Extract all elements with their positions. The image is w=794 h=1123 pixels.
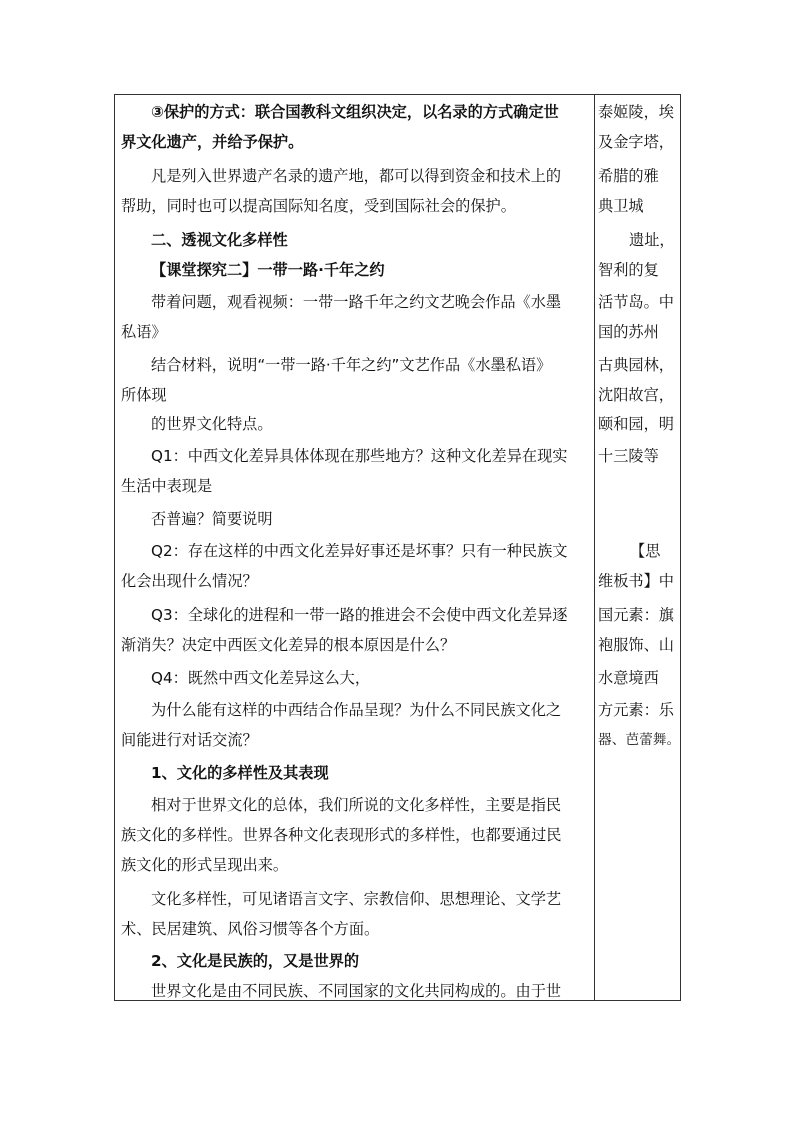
side-note-line: 遗址， (629, 231, 675, 249)
side-note-line: 活节岛。中 (598, 293, 674, 311)
side-note-line: 方元素：乐 (598, 701, 674, 719)
text-line: 所体现 (121, 386, 167, 404)
side-note-line: 水意境西 (598, 669, 659, 687)
side-note-line: 沈阳故宫， (598, 386, 674, 404)
side-note-line: 典卫城 (598, 197, 644, 215)
section-heading: 2、文化是民族的，又是世界的 (151, 952, 360, 970)
text-line: 族文化的多样性。世界各种文化表现形式的多样性，也都要通过民 (121, 826, 562, 844)
text-line: 帮助，同时也可以提高国际知名度，受到国际社会的保护。 (121, 197, 516, 215)
text-line: ③保护的方式：联合国教科文组织决定，以名录的方式确定世 (151, 103, 559, 121)
text-line: Q3：全球化的进程和一带一路的推进会不会使中西文化差异逐 (151, 606, 568, 624)
text-line: 化会出现什么情况？ (121, 572, 258, 590)
text-line: 族文化的形式呈现出来。 (121, 856, 289, 874)
section-heading: 1、文化的多样性及其表现 (151, 764, 329, 782)
lesson-table (114, 94, 681, 1001)
side-note-line: 泰姬陵，埃 (598, 103, 674, 121)
text-line: 为什么能有这样的中西结合作品呈现？为什么不同民族文化之 (151, 701, 562, 719)
side-note-line: 颐和园，明 (598, 415, 674, 433)
text-line: 渐消失？决定中西医文化差异的根本原因是什么？ (121, 636, 456, 654)
text-line: 生活中表现是 (121, 477, 213, 495)
text-line: 世界文化是由不同民族、不同国家的文化共同构成的。由于世 (151, 982, 562, 1000)
text-line: 否普遍？简要说明 (151, 510, 273, 528)
side-note-line: 【思 (630, 542, 661, 560)
side-note-line: 及金字塔， (598, 133, 674, 151)
text-line: 间能进行对话交流？ (121, 731, 258, 749)
section-heading: 二、透视文化多样性 (151, 231, 288, 249)
section-heading: 【课堂探究二】一带一路·千年之约 (151, 261, 385, 279)
text-line: 相对于世界文化的总体，我们所说的文化多样性，主要是指民 (151, 796, 562, 814)
side-note-line: 智利的复 (598, 261, 659, 279)
text-line: 凡是列入世界遗产名录的遗产地，都可以得到资金和技术上的 (151, 167, 562, 185)
text-line: 结合材料，说明“一带一路·千年之约”文艺作品《水墨私语》 (151, 356, 552, 374)
text-line: 文化多样性，可见诸语言文字、宗教信仰、思想理论、文学艺 (151, 890, 562, 908)
side-note-line: 古典园林， (598, 356, 674, 374)
text-line: 私语》 (121, 323, 167, 341)
column-divider (594, 95, 595, 1000)
text-line: Q4：既然中西文化差异这么大， (151, 669, 371, 687)
side-note-line: 袍服饰、山 (598, 636, 674, 654)
side-note-line: 希腊的雅 (598, 167, 659, 185)
side-note-line: 十三陵等 (598, 447, 659, 465)
text-line: Q2：存在这样的中西文化差异好事还是坏事？只有一种民族文 (151, 542, 568, 560)
side-note-line: 器、芭蕾舞。 (598, 732, 681, 748)
side-note-line: 国元素：旗 (598, 606, 674, 624)
text-line: 术、民居建筑、风俗习惯等各个方面。 (121, 920, 380, 938)
text-line: 的世界文化特点。 (151, 415, 273, 433)
side-note-line: 国的苏州 (598, 323, 659, 341)
text-line: Q1：中西文化差异具体体现在那些地方？这种文化差异在现实 (151, 447, 568, 465)
text-line: 带着问题，观看视频：一带一路千年之约文艺晚会作品《水墨 (151, 293, 562, 311)
text-line: 界文化遗产，并给予保护。 (121, 133, 304, 151)
side-note-line: 维板书】中 (598, 572, 674, 590)
